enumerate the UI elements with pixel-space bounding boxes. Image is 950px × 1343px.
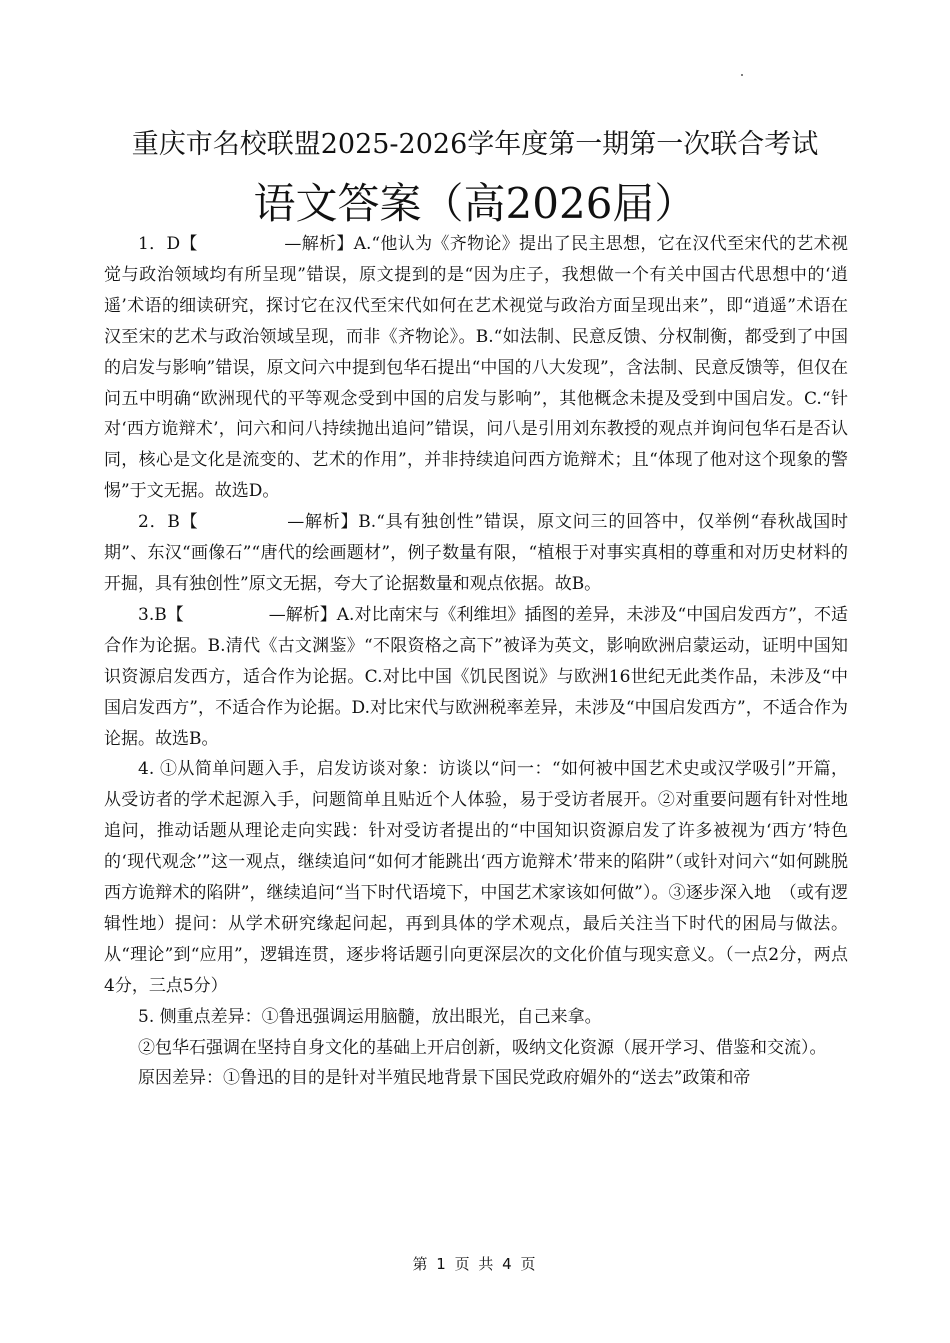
answer-3: 3.B【 —解析】A.对比南宋与《利维坦》插图的差异，未涉及“中国启发西方”，不适合作为论据。B.清代《古文渊鉴》“不限资格之高下”被译为英文，影响欧洲启蒙运动，证明中国知识资源启发西方，适合作为论据。C.对比中国《饥民图说》与欧洲16世纪无此类作品，未涉及“中国启发西方”，不适合作为论据。D.对比宋代与欧洲税率差异，未涉及“中国启发西方”，不适合作为论据。故选B。: [104, 604, 848, 749]
exam-title: 重庆市名校联盟2025-2026学年度第一期第一次联合考试: [131, 129, 819, 160]
answer-5-focus-1: 5. 侧重点差异：①鲁迅强调运用脑髓，放出眼光，自己来拿。: [138, 1006, 602, 1027]
answer-4: 4. ①从简单问题入手，启发访谈对象：访谈以“问一：“如何被中国艺术史或汉学吸引”开篇，从受访者的学术起源入手，问题简单且贴近个人体验，易于受访者展开。②对重要问题有针对性地追问，推动话题从理论走向实践：针对受访者提出的“中国知识资源启发了许多被视为‘西方’特色的‘现代观念’”这一观点，继续追问“如何才能跳出‘西方诡辩术’带来的陷阱”（或针对问六“如何跳脱西方诡辩术的陷阱”，继续追问“当下时代语境下，中国艺术家该如何做”）。③逐步深入地 （或有逻辑性地）提问：从学术研究缘起问起，再到具体的学术观点，最后关注当下时代的困局与做法。从“理论”到“应用”，逻辑连贯，逐步将话题引向更深层次的文化价值与现实意义。（一点2分，两点4分，三点5分）: [104, 759, 848, 996]
answer-5-focus-2: ②包华石强调在坚持自身文化的基础上开启创新，吸纳文化资源（展开学习、借鉴和交流）。: [138, 1037, 827, 1058]
answer-5-reason: 原因差异：①鲁迅的目的是针对半殖民地背景下国民党政府媚外的“送去”政策和帝: [138, 1068, 751, 1089]
answer-title: 语文答案（高2026届）: [253, 179, 697, 228]
answer-content: [104, 229, 848, 1094]
answer-2: 2．B【 —解析】B.“具有独创性”错误，原文问三的回答中，仅举例“春秋战国时期”、东汉“画像石”“唐代的绘画题材”，例子数量有限，“植根于对事实真相的尊重和对历史材料的开掘，具有独创性”原文无据，夸大了论据数量和观点依据。故B。: [104, 512, 848, 594]
page-speck: [741, 74, 743, 76]
page-number: 第 1 页 共 4 页: [412, 1255, 538, 1273]
answer-1: 1．D【 —解析】A.“他认为《齐物论》提出了民主思想，它在汉代至宋代的艺术视觉与政治领域均有所呈现”错误，原文提到的是“因为庄子，我想做一个有关中国古代思想中的‘逍遥’术语的细读研究，探讨它在汉代至宋代如何在艺术视觉与政治方面呈现出来”，即“逍遥”术语在汉至宋的艺术与政治领域呈现，而非《齐物论》。B.“如法制、民意反馈、分权制衡，都受到了中国的启发与影响”错误，原文问六中提到包华石提出“中国的八大发现”，含法制、民意反馈等，但仅在问五中明确“欧洲现代的平等观念受到中国的启发与影响”，其他概念未提及受到中国启发。C.“针对‘西方诡辩术’，问六和问八持续抛出追问”错误，问八是引用刘东教授的观点并询问包华石是否认同，核心是文化是流变的、艺术的作用”，并非持续追问西方诡辩术；且“体现了他对这个现象的警惕”于文无据。故选D。: [104, 234, 848, 502]
